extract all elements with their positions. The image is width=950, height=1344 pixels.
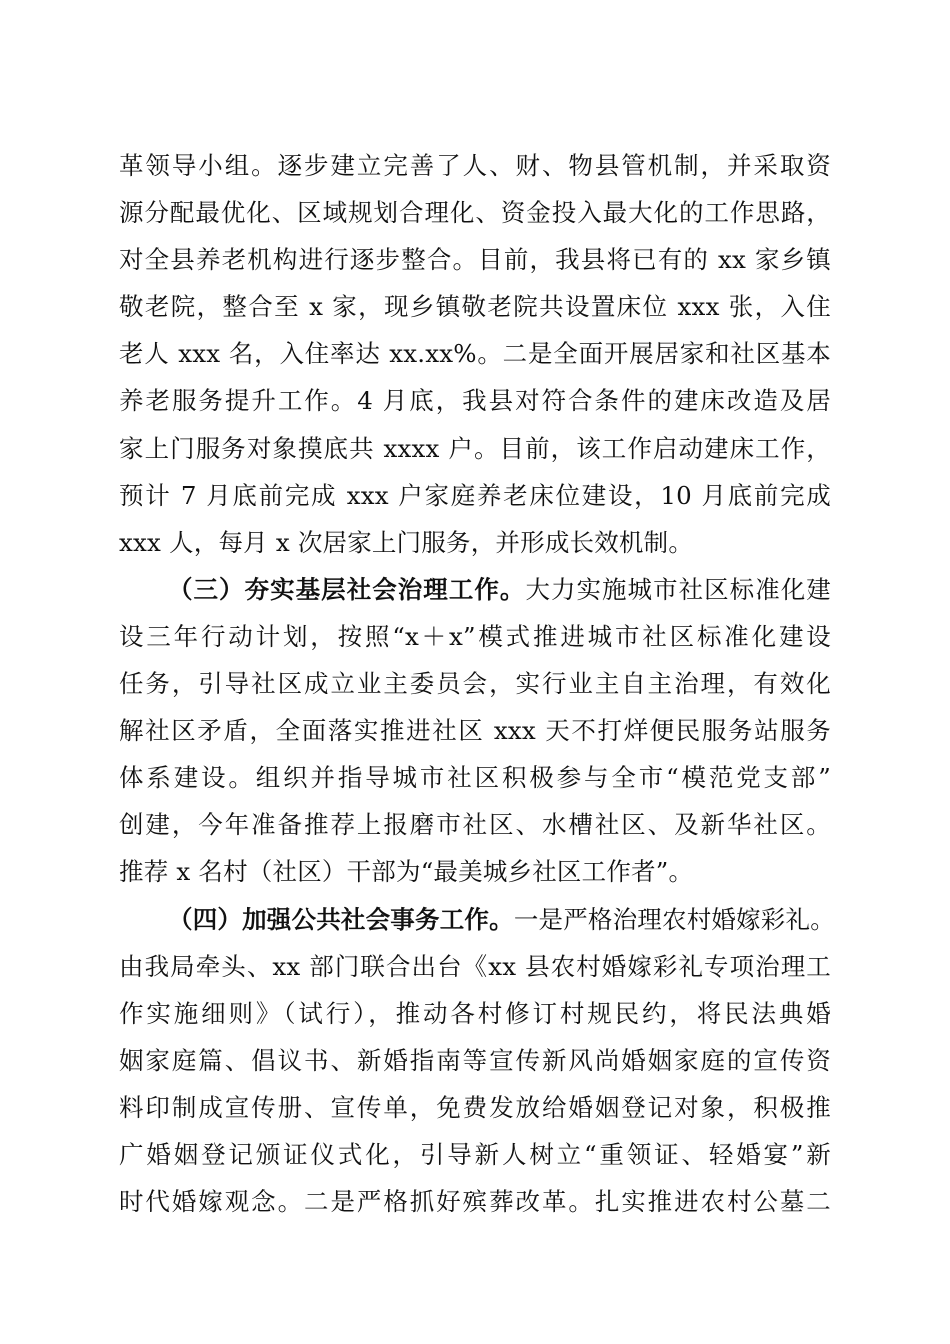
document-body — [119, 142, 835, 1225]
text-line: 设三年行动计划，按照“x＋x”模式推进城市社区标准化建设 — [119, 621, 831, 651]
paragraph-first-line — [119, 566, 831, 613]
text-line: 养老服务提升工作。4 月底，我县对符合条件的建床改造及居 — [119, 386, 831, 416]
text-line: 家上门服务对象摸底共 xxxx 户。目前，该工作启动建床工作， — [119, 433, 831, 463]
text-line: 任务，引导社区成立业主委员会，实行业主自主治理，有效化 — [119, 669, 831, 699]
text-line: 源分配最优化、区域规划合理化、资金投入最大化的工作思路， — [119, 198, 831, 228]
text-line: 革领导小组。逐步建立完善了人、财、物县管机制，并采取资 — [119, 151, 831, 180]
text-run: 一是严格治理农村婚嫁彩礼。 — [513, 904, 835, 934]
text-line: 解社区矛盾，全面落实推进社区 xxx 天不打烊便民服务站服务 — [119, 716, 831, 746]
text-line: 作实施细则》（试行），推动各村修订村规民约，将民法典婚 — [119, 998, 831, 1028]
text-line: 广婚姻登记颁证仪式化，引导新人树立“重领证、轻婚宴”新 — [119, 1139, 831, 1169]
text-line: 敬老院，整合至 x 家，现乡镇敬老院共设置床位 xxx 张，入住 — [119, 292, 831, 322]
text-line: 老人 xxx 名，入住率达 xx.xx%。二是全面开展居家和社区基本 — [119, 339, 831, 369]
text-line: 体系建设。组织并指导城市社区积极参与全市“模范党支部” — [119, 763, 831, 793]
section-heading-4: （四）加强公共社会事务工作。 — [168, 904, 514, 934]
text-line: xxx 人，每月 x 次居家上门服务，并形成长效机制。 — [119, 527, 694, 557]
text-line: 创建，今年准备推荐上报磨市社区、水槽社区、及新华社区。 — [119, 810, 831, 840]
text-line: 预计 7 月底前完成 xxx 户家庭养老床位建设，10 月底前完成 — [119, 480, 831, 510]
paragraph-first-line — [119, 896, 835, 943]
text-line: 由我局牵头、xx 部门联合出台《xx 县农村婚嫁彩礼专项治理工 — [119, 951, 831, 981]
text-line: 料印制成宣传册、宣传单，免费发放给婚姻登记对象，积极推 — [119, 1092, 831, 1122]
text-line: 姻家庭篇、倡议书、新婚指南等宣传新风尚婚姻家庭的宣传资 — [119, 1045, 831, 1075]
paragraph-public-affairs — [119, 896, 835, 1226]
section-heading-3: （三）夯实基层社会治理工作。 — [168, 574, 526, 604]
text-run: 大力实施城市社区标准化建 — [525, 574, 831, 604]
text-line: 对全县养老机构进行逐步整合。目前，我县将已有的 xx 家乡镇 — [119, 245, 831, 275]
text-line: 时代婚嫁观念。二是严格抓好殡葬改革。扎实推进农村公墓二 — [119, 1187, 831, 1217]
text-line: 推荐 x 名村（社区）干部为“最美城乡社区工作者”。 — [119, 857, 694, 887]
paragraph-elderly-care — [119, 142, 831, 566]
paragraph-grassroots-governance — [119, 566, 831, 896]
